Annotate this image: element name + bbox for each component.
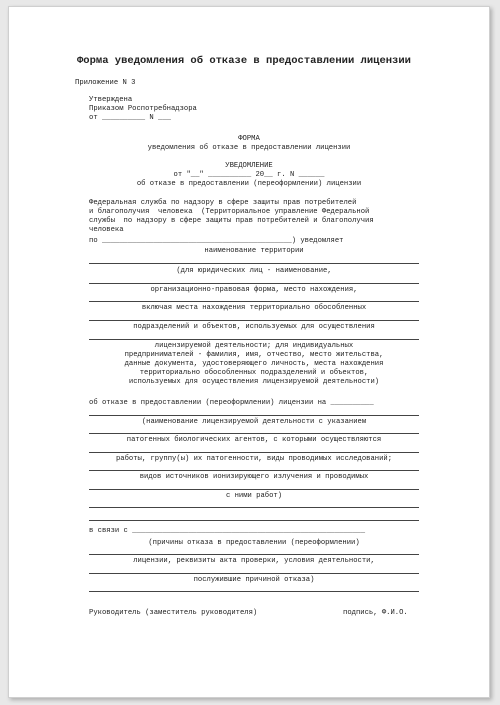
fill-line <box>89 489 419 490</box>
caption-inspection: лицензии, реквизиты акта проверки, условия деятельности, <box>133 557 375 565</box>
body-intro-2: и благополучия человека (Территориальное управление Федеральной <box>89 208 370 216</box>
caption-identity: данные документа, удостоверяющего личность, места нахождения <box>124 360 384 368</box>
refusal-line: об отказе в предоставлении (переоформлении) лицензии на __________ <box>89 399 374 407</box>
fill-line <box>89 415 419 416</box>
body-intro-3: службы по надзору в сфере защиты прав потребителей и благополучия <box>89 217 374 225</box>
caption-works: работы, группу(ы) их патогенности, виды проводимых исследований; <box>115 455 393 463</box>
body-intro-1: Федеральная служба по надзору в сфере защиты прав потребителей <box>89 199 357 207</box>
fill-line <box>89 573 419 574</box>
body-intro-4: человека <box>89 226 124 234</box>
fill-line <box>89 433 419 434</box>
document-page <box>8 6 490 698</box>
caption-activity-name: (наименование лицензируемой деятельности с указанием <box>141 418 367 426</box>
fill-line <box>89 301 419 302</box>
caption-cause: послужившие причиной отказа) <box>193 576 315 584</box>
approved-line-1: Утверждена <box>89 96 133 104</box>
notice-date-line: от "__" __________ 20__ г. N ______ <box>173 171 325 179</box>
po-line: по ____________________________________________) уведомляет <box>89 237 344 245</box>
caption-entrepreneurs: предпринимателей - фамилия, имя, отчество, место жительства, <box>124 351 384 359</box>
reason-line: в связи с ______________________________________________________ <box>89 527 366 535</box>
fill-line <box>89 591 419 592</box>
caption-licensed-activity: лицензируемой деятельности; для индивидуальных <box>154 342 354 350</box>
notice-heading: УВЕДОМЛЕНИЕ <box>225 162 273 170</box>
caption-territory: наименование территории <box>204 247 304 255</box>
fill-line <box>89 452 419 453</box>
fill-line <box>89 554 419 555</box>
document-title: Форма уведомления об отказе в предоставлении лицензии <box>77 55 411 67</box>
signature-caption: подпись, Ф.И.О. <box>343 609 408 617</box>
approved-line-2: Приказом Роспотребнадзора <box>89 105 197 113</box>
fill-line <box>89 263 419 264</box>
form-subheading: уведомления об отказе в предоставлении лицензии <box>147 144 351 152</box>
notice-subject: об отказе в предоставлении (переоформлении) лицензии <box>136 180 362 188</box>
fill-line <box>89 507 419 508</box>
caption-subdivisions: подразделений и объектов, используемых для осуществления <box>133 323 375 331</box>
caption-with-them: с ними работ) <box>225 492 283 500</box>
fill-line <box>89 470 419 471</box>
caption-used-for: используемых для осуществления лицензируемой деятельности) <box>128 378 380 386</box>
approved-line-3: от __________ N ___ <box>89 114 171 122</box>
fill-line <box>89 520 419 521</box>
fill-line <box>89 320 419 321</box>
caption-legal-entity: (для юридических лиц - наименование, <box>176 267 332 275</box>
fill-line <box>89 339 419 340</box>
caption-separate-units: территориально обособленных подразделений и объектов, <box>139 369 369 377</box>
caption-org-form: организационно-правовая форма, место нахождения, <box>150 286 358 294</box>
caption-reasons: (причины отказа в предоставлении (переоформлении) <box>148 539 360 547</box>
caption-radiation: видов источников ионизирующего излучения и проводимых <box>139 473 369 481</box>
form-heading: ФОРМА <box>238 135 260 143</box>
signature-role: Руководитель (заместитель руководителя) <box>89 609 258 617</box>
appendix-label: Приложение N 3 <box>75 79 136 87</box>
caption-pathogens: патогенных биологических агентов, с которыми осуществляются <box>126 436 382 444</box>
caption-locations: включая места нахождения территориально обособленных <box>141 304 367 312</box>
fill-line <box>89 283 419 284</box>
